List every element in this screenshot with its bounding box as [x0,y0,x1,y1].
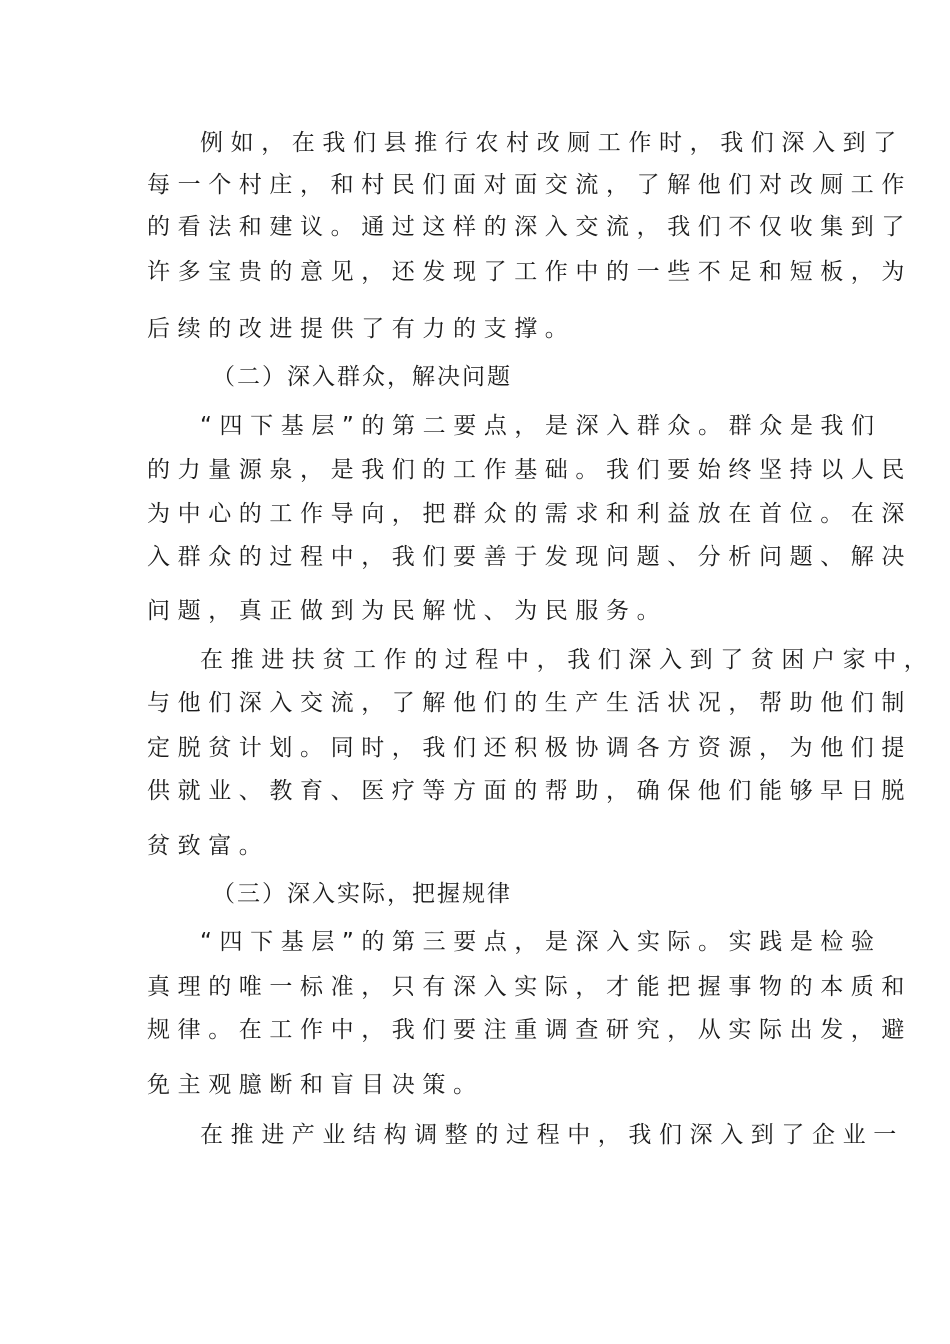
paragraph-line: 真理的唯一标准，只有深入实际，才能把握事物的本质和 [147,974,912,1000]
paragraph-line: 的力量源泉，是我们的工作基础。我们要始终坚持以人民 [147,457,912,483]
paragraph-line: 与他们深入交流，了解他们的生产生活状况，帮助他们制 [147,690,912,716]
section-heading: （二）深入群众，解决问题 [212,364,512,390]
paragraph-line: “四下基层”的第三要点，是深入实际。实践是检验 [200,929,882,955]
paragraph-line: 入群众的过程中，我们要善于发现问题、分析问题、解决 [147,544,912,570]
section-heading: （三）深入实际，把握规律 [212,881,512,907]
paragraph-line: 后续的改进提供了有力的支撑。 [147,316,576,342]
paragraph-line: 为中心的工作导向，把群众的需求和利益放在首位。在深 [147,501,912,527]
paragraph-line: 问题，真正做到为民解忧、为民服务。 [147,598,668,624]
paragraph-line: 免主观臆断和盲目决策。 [147,1072,484,1098]
paragraph-line: 规律。在工作中，我们要注重调查研究，从实际出发，避 [147,1017,912,1043]
paragraph-line: 在推进扶贫工作的过程中，我们深入到了贫困户家中， [200,647,935,673]
paragraph-line: 许多宝贵的意见，还发现了工作中的一些不足和短板，为 [147,259,912,285]
paragraph-line: 在推进产业结构调整的过程中，我们深入到了企业一 [200,1122,904,1148]
paragraph-line: 的看法和建议。通过这样的深入交流，我们不仅收集到了 [147,214,912,240]
paragraph-line: “四下基层”的第二要点，是深入群众。群众是我们 [200,413,882,439]
paragraph-line: 贫致富。 [147,833,270,859]
paragraph-line: 供就业、教育、医疗等方面的帮助，确保他们能够早日脱 [147,778,912,804]
paragraph-line: 定脱贫计划。同时，我们还积极协调各方资源，为他们提 [147,735,912,761]
paragraph-line: 例如，在我们县推行农村改厕工作时，我们深入到了 [200,130,904,156]
paragraph-line: 每一个村庄，和村民们面对面交流，了解他们对改厕工作 [147,172,912,198]
